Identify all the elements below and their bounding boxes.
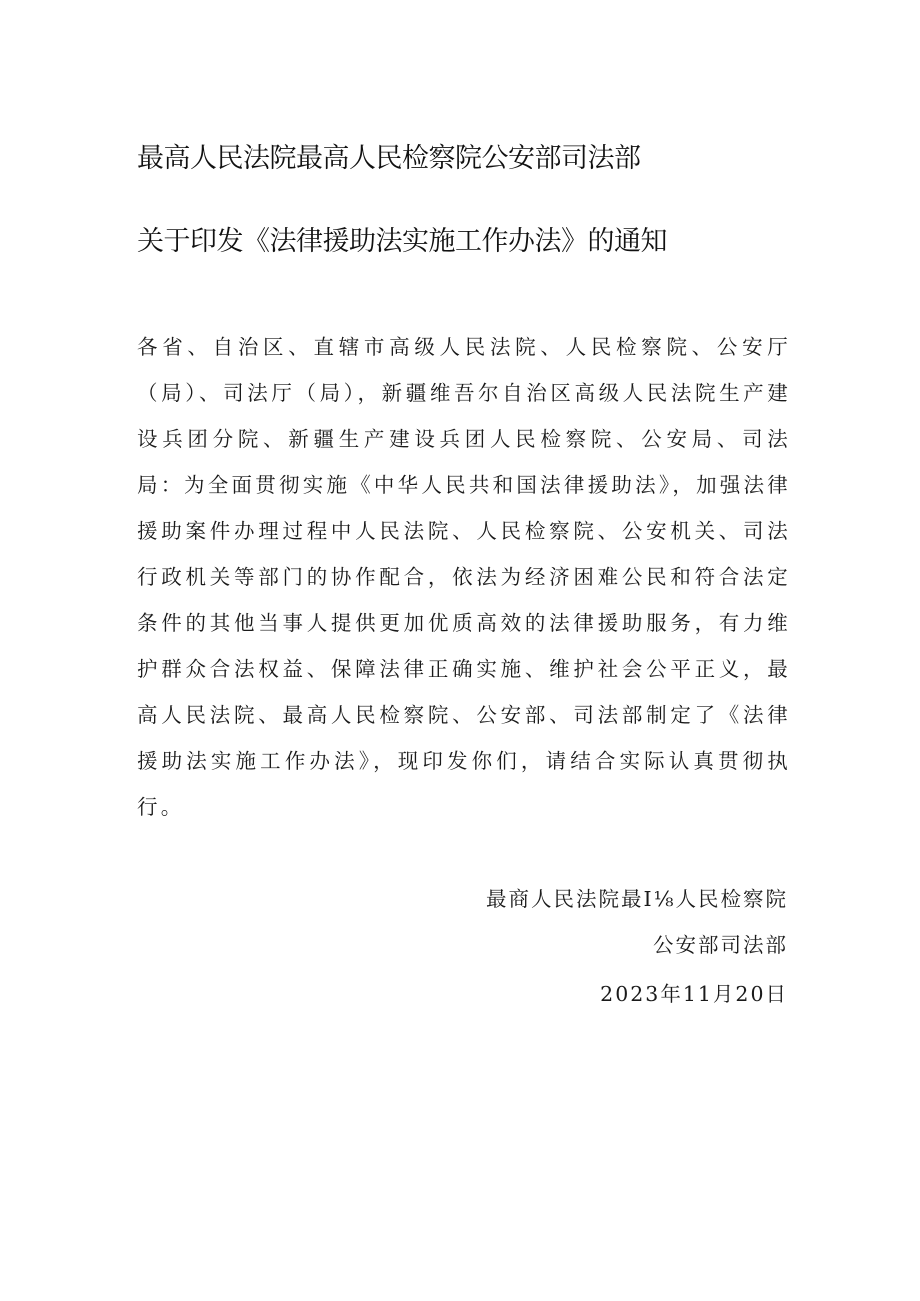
signature-issuers-line-2: 公安部司法部 <box>653 933 788 957</box>
signature-date: 2023年11月20日 <box>600 982 788 1006</box>
signature-issuers-line-1: 最商人民法院最I⅛人民检察院 <box>486 887 788 911</box>
addressee-paragraph: 各省、自治区、直辖市高级人民法院、人民检察院、公安厅（局）、司法厅（局），新疆维吾尔自治区高级人民法院生产建设兵团分院、新疆生产建设兵团人民检察院、公安局、司法局： <box>137 335 791 497</box>
document-title-line-2: 关于印发《法律援助法实施工作办法》的通知 <box>137 226 667 257</box>
body-paragraph: 为全面贯彻实施《中华人民共和国法律援助法》，加强法律援助案件办理过程中人民法院、人民检察院、公安机关、司法行政机关等部门的协作配合，依法为经济困难公民和符合法定条件的其他当事人提供更加优质高效的法律援助服务，有力维护群众合法权益、保障法律正确实施、维护社会公平正义，最高人民法院、最高人民检察院、公安部、司法部制定了《法律援助法实施工作办法》，现印发你们，请结合实际认真贯彻执行。 <box>137 473 791 819</box>
document-title-line-1: 最高人民法院最高人民检察院公安部司法部 <box>137 143 641 174</box>
